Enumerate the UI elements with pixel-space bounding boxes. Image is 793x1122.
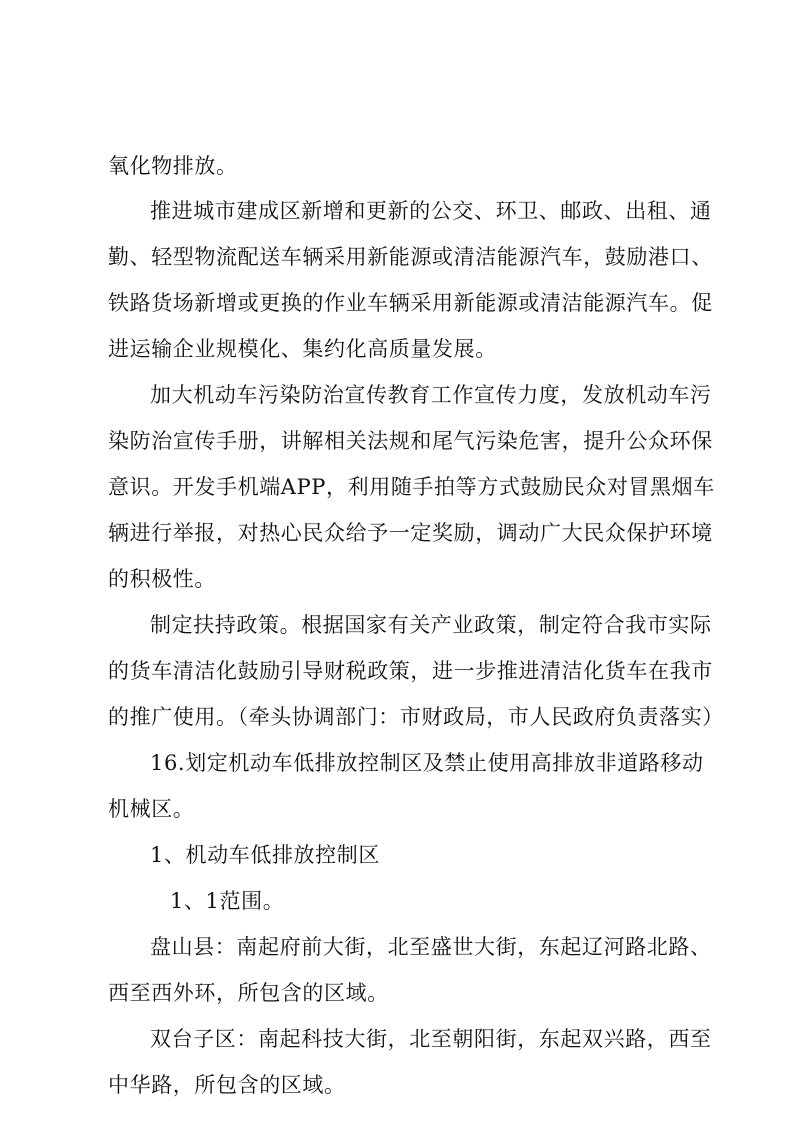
text-line: 西至西外环，所包含的区域。 [108,981,389,1005]
section-heading: 16.划定机动车低排放控制区及禁止使用高排放非道路移动 [150,751,704,775]
section-heading: 机械区。 [108,797,195,821]
text-line: 染防治宣传手册，讲解相关法规和尾气污染危害，提升公众环保 [108,429,713,453]
text-line: 的推广使用。（牵头协调部门：市财政局，市人民政府负责落实） [108,705,724,729]
text-line: 的积极性。 [108,567,216,591]
text-line: 中华路，所包含的区域。 [108,1073,346,1097]
text-line: 的货车清洁化鼓励引导财税政策，进一步推进清洁化货车在我市 [108,659,713,683]
text-line: 盘山县：南起府前大街，北至盛世大街，东起辽河路北路、 [150,935,712,959]
text-line: 勤、轻型物流配送车辆采用新能源或清洁能源汽车，鼓励港口、 [108,245,713,269]
subsection-heading: 1、机动车低排放控制区 [150,843,380,867]
text-line: 双台子区：南起科技大街，北至朝阳街，东起双兴路，西至 [150,1027,712,1051]
subsection-heading: 1、1范围。 [170,889,285,913]
text-line: 制定扶持政策。根据国家有关产业政策，制定符合我市实际 [150,613,712,637]
text-line: 意识。开发手机端APP，利用随手拍等方式鼓励民众对冒黑烟车 [108,475,715,499]
text-line: 进运输企业规模化、集约化高质量发展。 [108,337,497,361]
text-line: 辆进行举报，对热心民众给予一定奖励，调动广大民众保护环境 [108,521,713,545]
text-line: 氧化物排放。 [108,154,238,178]
text-line: 加大机动车污染防治宣传教育工作宣传力度，发放机动车污 [150,383,712,407]
text-line: 推进城市建成区新增和更新的公交、环卫、邮政、出租、通 [150,199,712,223]
text-line: 铁路货场新增或更换的作业车辆采用新能源或清洁能源汽车。促 [108,291,713,315]
